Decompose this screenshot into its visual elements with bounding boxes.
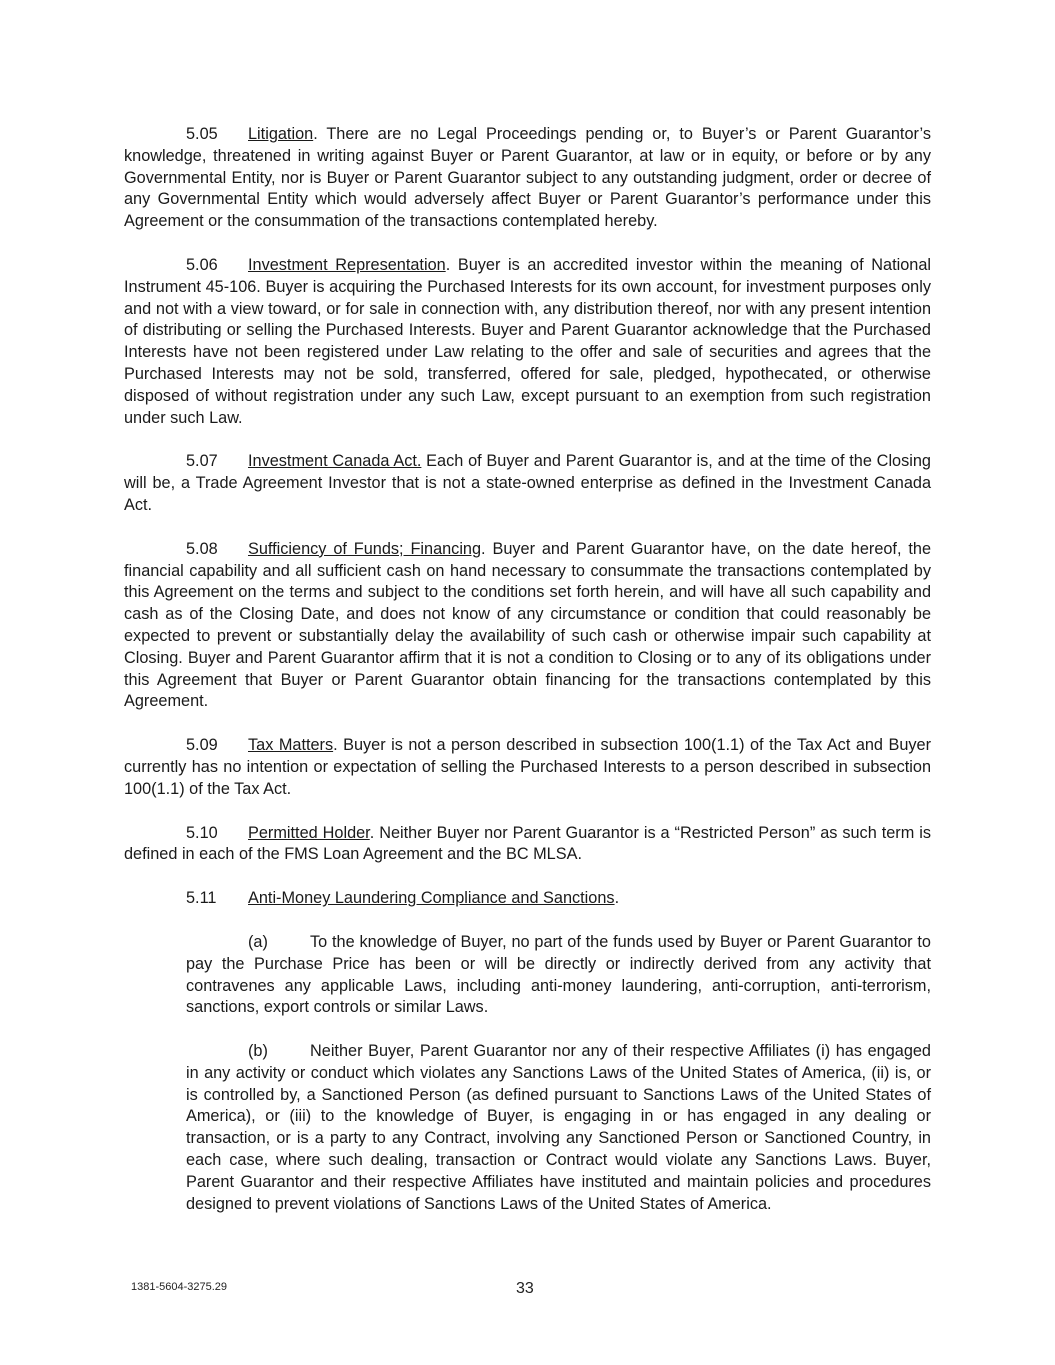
section-number: 5.10 — [186, 823, 218, 842]
section-text: Each of Buyer and Parent Guarantor is, and at the time of the Closing will be, a Trade Agreement Investor that is not a state-owned enterprise as defined in the Investment Canada Act. — [124, 452, 931, 514]
section-text: . — [614, 889, 620, 908]
section-5-08 — [124, 539, 931, 713]
section-text: . Neither Buyer nor Parent Guarantor is a “Restricted Person” as such term is defined in each of the FMS Loan Agreement and the BC MLSA. — [124, 823, 931, 864]
section-number: 5.05 — [186, 125, 218, 143]
section-5-06 — [124, 255, 931, 429]
section-title: Tax Matters — [248, 736, 334, 755]
section-title: Permitted Holder — [248, 823, 370, 842]
section-title: Investment Canada Act. — [248, 452, 422, 471]
section-text: . There are no Legal Proceedings pending or, to Buyer’s or Parent Guarantor’s knowledge, threatened in writing against Buyer or Parent Guarantor, at law or in equity, or before or by any Governmental Entity, nor is Buyer or Parent Guarantor subject to any outstanding judgment, order or decree of any Governmental Entity which would adversely affect Buyer or Parent Guarantor’s performance under this Agreement or the consummation of the transactions contemplated hereby. — [124, 125, 931, 231]
section-5-09 — [124, 735, 931, 800]
subsection-b — [186, 1041, 931, 1215]
section-text: . Buyer is an accredited investor within the meaning of National Instrument 45-106. Buyer is acquiring the Purchased Interests for its own account, for investment purposes only and not with a view toward, or for sale in connection with, any distribution thereof, nor with any present intention of distributing or selling the Purchased Interests. Buyer and Parent Guarantor acknowledge that the Purchased Interests have not been registered under Law relating to the offer and sale of securities and agrees that the Purchased Interests may not be sold, transferred, offered for sale, pledged, hypothecated, or otherwise disposed of without registration under any such Law, except pursuant to an exemption from such registration under such Law. — [124, 255, 931, 427]
subsection-label: (b) — [248, 1042, 268, 1061]
section-number: 5.09 — [186, 736, 218, 755]
subsection-a — [186, 932, 931, 1019]
section-number: 5.11 — [186, 889, 217, 908]
section-number: 5.07 — [186, 452, 218, 471]
document-id: 1381-5604-3275.29 — [131, 1281, 228, 1293]
section-5-07 — [124, 451, 931, 516]
section-text: . Buyer is not a person described in subsection 100(1.1) of the Tax Act and Buyer currently has no intention or expectation of selling the Purchased Interests to a person described in subsection 100(1.1) of the Tax Act. — [124, 736, 932, 798]
subsection-label: (a) — [248, 932, 268, 951]
section-5-05 — [124, 124, 931, 233]
section-5-11 — [124, 888, 931, 910]
section-number: 5.06 — [186, 255, 218, 274]
page-number: 33 — [516, 1280, 534, 1297]
section-title: Investment Representation — [248, 255, 446, 274]
section-title: Sufficiency of Funds; Financing — [248, 539, 482, 558]
subsection-text: Neither Buyer, Parent Guarantor nor any of their respective Affiliates (i) has engaged in any activity or conduct which violates any Sanctions Laws of the United States of America, (ii) is, or is controlled by, a Sanctioned Person (as defined pursuant to Sanctions Laws of the United States of America), or (iii) to the knowledge of Buyer, is engaging in or has engaged in any dealing or transaction, or is a party to any Contract, involving any Sanctioned Person or Sanctioned Country, in each case, where such dealing, transaction or Contract would violate any Sanctions Laws. Buyer, Parent Guarantor and their respective Affiliates have instituted and maintain policies and procedures designed to prevent violations of Sanctions Laws of the United States of America. — [186, 1042, 931, 1213]
section-title: Anti-Money Laundering Compliance and Sanctions — [248, 889, 615, 908]
section-text: . Buyer and Parent Guarantor have, on the date hereof, the financial capability and all sufficient cash on hand necessary to consummate the transactions contemplated by this Agreement on the terms and subject to the conditions set forth herein, and will have all such capability and cash as of the Closing Date, and does not know of any circumstance or condition that could reasonably be expected to prevent or substantially delay the availability of such cash or otherwise impair such capability at Closing. Buyer and Parent Guarantor affirm that it is not a condition to Closing or to any of its obligations under this Agreement that Buyer or Parent Guarantor obtain financing for the transactions contemplated by this Agreement. — [124, 539, 931, 711]
section-number: 5.08 — [186, 539, 218, 558]
subsection-text: To the knowledge of Buyer, no part of the funds used by Buyer or Parent Guarantor to pay the Purchase Price has been or will be directly or indirectly derived from any activity that contravenes any applicable Laws, including anti-money laundering, anti-corruption, anti-terrorism, sanctions, export controls or similar Laws. — [186, 932, 931, 1017]
section-5-10 — [124, 823, 931, 867]
document-body — [124, 124, 931, 1237]
section-title: Litigation — [248, 125, 314, 143]
